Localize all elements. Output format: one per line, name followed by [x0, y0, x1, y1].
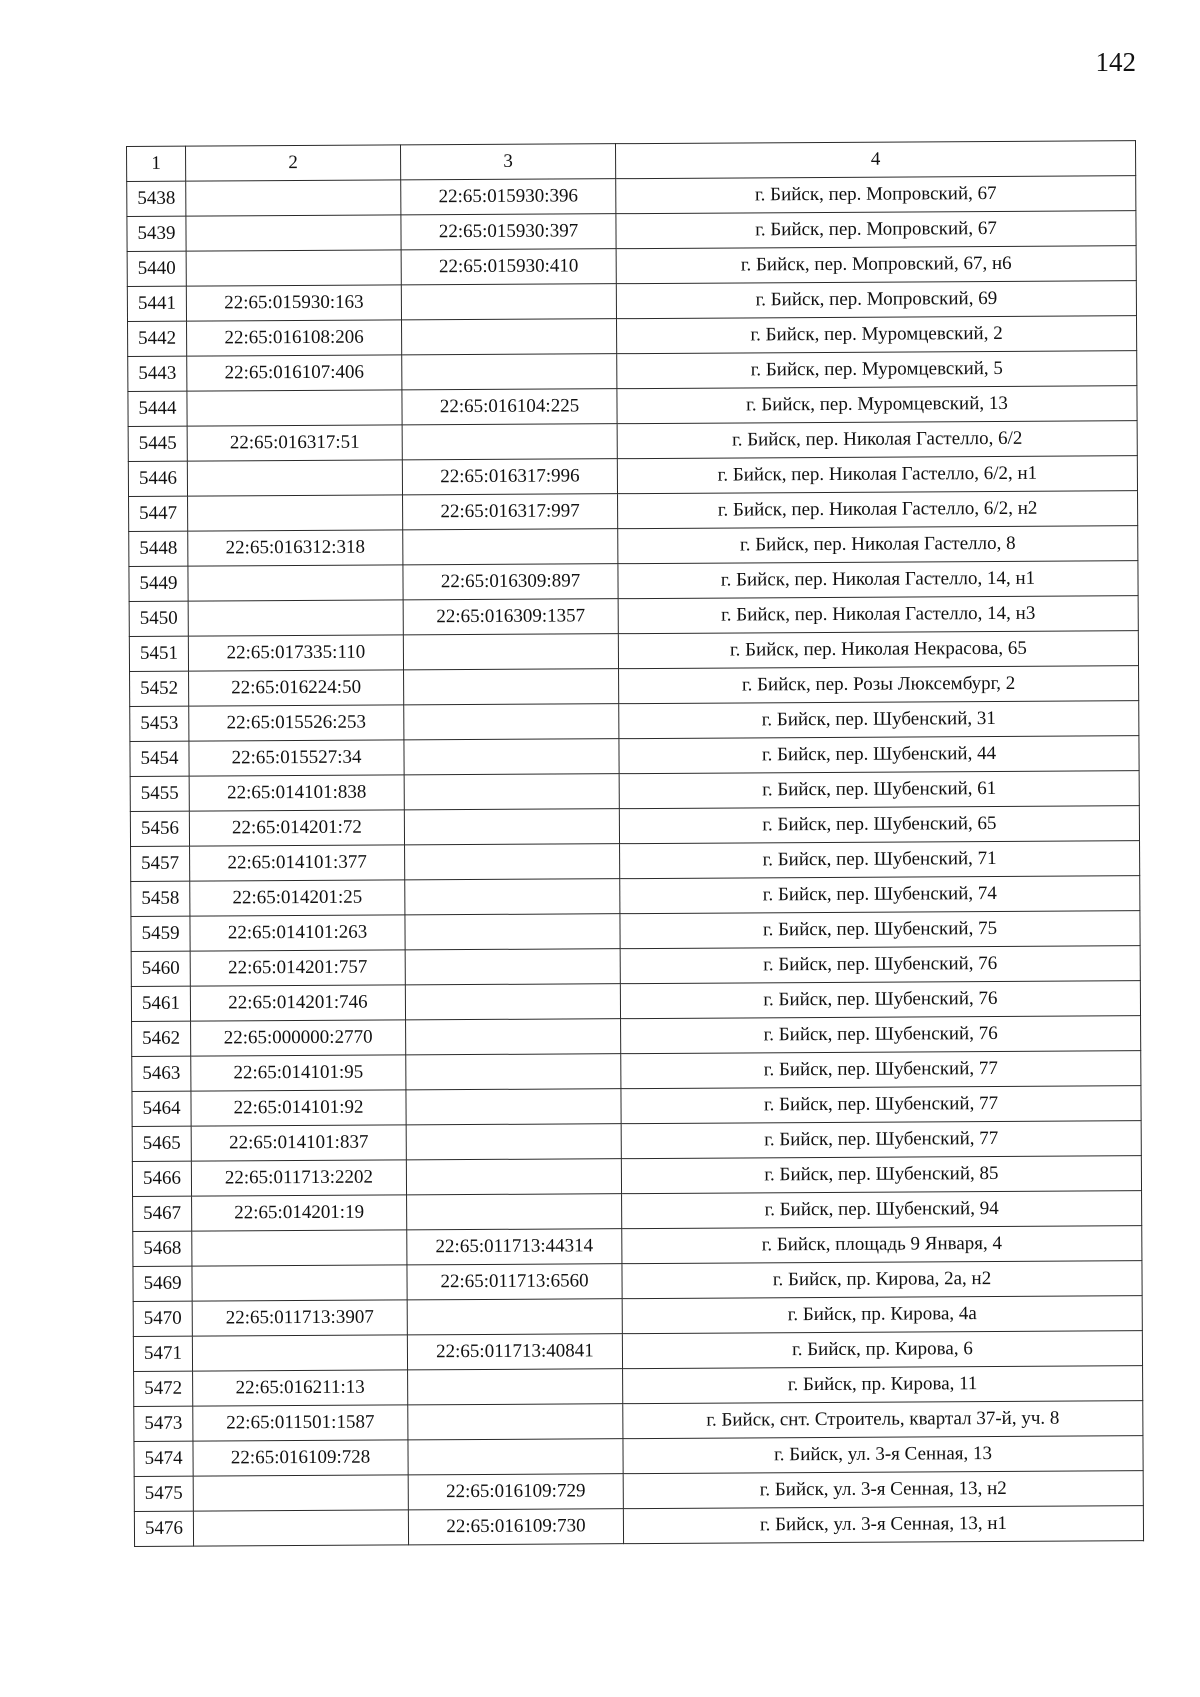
- table-row: [132, 1156, 1141, 1197]
- address-cell: г. Бийск, пер. Николая Гастелло, 14, н3: [618, 596, 1138, 634]
- table-row: [130, 666, 1139, 707]
- row-number-cell: 5442: [128, 321, 187, 356]
- row-number-cell: 5467: [133, 1196, 192, 1231]
- address-cell: г. Бийск, площадь 9 Января, 4: [622, 1226, 1142, 1264]
- premises-cadastral-number-cell: 22:65:011713:6560: [407, 1264, 622, 1300]
- cadastral-number-cell: 22:65:011713:2202: [191, 1160, 406, 1196]
- row-number-cell: 5455: [130, 776, 189, 811]
- address-cell: г. Бийск, пер. Шубенский, 61: [619, 771, 1139, 809]
- premises-cadastral-number-cell: [406, 1159, 621, 1195]
- table-row: [127, 281, 1136, 322]
- address-cell: г. Бийск, пер. Николая Некрасова, 65: [618, 631, 1138, 669]
- address-cell: г. Бийск, пер. Шубенский, 76: [620, 946, 1140, 984]
- address-cell: г. Бийск, пер. Николая Гастелло, 14, н1: [618, 561, 1138, 599]
- row-number-cell: 5457: [131, 846, 190, 881]
- premises-cadastral-number-cell: [405, 844, 620, 880]
- row-number-cell: 5445: [128, 426, 187, 461]
- row-number-cell: 5465: [132, 1126, 191, 1161]
- address-cell: г. Бийск, пер. Шубенский, 65: [619, 806, 1139, 844]
- premises-cadastral-number-cell: 22:65:016109:730: [408, 1509, 623, 1545]
- table-row: [130, 736, 1139, 777]
- table-row: [129, 561, 1138, 602]
- cadastral-number-cell: [188, 600, 403, 636]
- row-number-cell: 5463: [132, 1056, 191, 1091]
- premises-cadastral-number-cell: [406, 1019, 621, 1055]
- table-row: [128, 316, 1137, 357]
- row-number-cell: 5440: [127, 251, 186, 286]
- address-cell: г. Бийск, пер. Шубенский, 75: [620, 911, 1140, 949]
- address-cell: г. Бийск, пр. Кирова, 6: [622, 1331, 1142, 1369]
- row-number-cell: 5450: [129, 601, 188, 636]
- cadastral-number-cell: 22:65:017335:110: [188, 635, 403, 671]
- premises-cadastral-number-cell: [403, 529, 618, 565]
- column-header-2: 2: [186, 145, 401, 181]
- table-row: [134, 1366, 1143, 1407]
- column-header-3: 3: [400, 144, 615, 180]
- row-number-cell: 5476: [134, 1511, 193, 1546]
- row-number-cell: 5468: [133, 1231, 192, 1266]
- cadastral-number-cell: 22:65:014101:838: [189, 775, 404, 811]
- cadastral-number-cell: [193, 1510, 408, 1546]
- premises-cadastral-number-cell: [407, 1194, 622, 1230]
- cadastral-number-cell: 22:65:014201:25: [190, 880, 405, 916]
- address-cell: г. Бийск, пер. Шубенский, 76: [620, 981, 1140, 1019]
- cadastral-number-cell: [192, 1265, 407, 1301]
- address-cell: г. Бийск, пер. Мопровский, 69: [616, 281, 1136, 319]
- premises-cadastral-number-cell: [407, 1299, 622, 1335]
- premises-cadastral-number-cell: [402, 319, 617, 355]
- row-number-cell: 5448: [129, 531, 188, 566]
- premises-cadastral-number-cell: [406, 1124, 621, 1160]
- cadastral-number-cell: 22:65:016224:50: [189, 670, 404, 706]
- table-header-row: [127, 141, 1136, 182]
- address-cell: г. Бийск, пр. Кирова, 4а: [622, 1296, 1142, 1334]
- cadastral-number-cell: 22:65:016312:318: [188, 530, 403, 566]
- address-cell: г. Бийск, пр. Кирова, 2а, н2: [622, 1261, 1142, 1299]
- row-number-cell: 5472: [134, 1371, 193, 1406]
- cadastral-number-cell: [192, 1335, 407, 1371]
- table-row: [130, 771, 1139, 812]
- address-cell: г. Бийск, пер. Шубенский, 94: [622, 1191, 1142, 1229]
- premises-cadastral-number-cell: [405, 914, 620, 950]
- premises-cadastral-number-cell: 22:65:016317:996: [402, 459, 617, 495]
- premises-cadastral-number-cell: [406, 1089, 621, 1125]
- cadastral-number-cell: [186, 215, 401, 251]
- premises-cadastral-number-cell: [403, 634, 618, 670]
- premises-cadastral-number-cell: [404, 809, 619, 845]
- table-row: [132, 1121, 1141, 1162]
- premises-cadastral-number-cell: [404, 704, 619, 740]
- cadastral-number-cell: 22:65:011713:3907: [192, 1300, 407, 1336]
- address-cell: г. Бийск, пер. Шубенский, 71: [620, 841, 1140, 879]
- row-number-cell: 5458: [131, 881, 190, 916]
- premises-cadastral-number-cell: [405, 879, 620, 915]
- row-number-cell: 5451: [129, 636, 188, 671]
- table-row: [130, 701, 1139, 742]
- cadastral-number-cell: 22:65:016211:13: [193, 1370, 408, 1406]
- cadastral-number-cell: 22:65:016109:728: [193, 1440, 408, 1476]
- address-cell: г. Бийск, ул. 3-я Сенная, 13, н1: [623, 1506, 1143, 1544]
- premises-cadastral-number-cell: 22:65:016317:997: [403, 494, 618, 530]
- row-number-cell: 5441: [127, 286, 186, 321]
- premises-cadastral-number-cell: [408, 1439, 623, 1475]
- table-body: [127, 176, 1144, 1547]
- premises-cadastral-number-cell: 22:65:016104:225: [402, 389, 617, 425]
- table-row: [133, 1261, 1142, 1302]
- row-number-cell: 5475: [134, 1476, 193, 1511]
- table-row: [131, 981, 1140, 1022]
- cadastral-number-cell: 22:65:014101:377: [190, 845, 405, 881]
- table-row: [134, 1401, 1143, 1442]
- cadastral-number-cell: [187, 390, 402, 426]
- table-row: [129, 631, 1138, 672]
- row-number-cell: 5447: [129, 496, 188, 531]
- column-header-4: 4: [615, 141, 1135, 179]
- premises-cadastral-number-cell: 22:65:015930:396: [401, 179, 616, 215]
- row-number-cell: 5443: [128, 356, 187, 391]
- row-number-cell: 5464: [132, 1091, 191, 1126]
- premises-cadastral-number-cell: [402, 424, 617, 460]
- table-row: [127, 176, 1136, 217]
- table-row: [131, 876, 1140, 917]
- row-number-cell: 5444: [128, 391, 187, 426]
- row-number-cell: 5449: [129, 566, 188, 601]
- table-row: [129, 491, 1138, 532]
- cadastral-number-cell: 22:65:014201:72: [189, 810, 404, 846]
- address-cell: г. Бийск, пер. Шубенский, 77: [621, 1051, 1141, 1089]
- table-row: [131, 946, 1140, 987]
- premises-cadastral-number-cell: [405, 984, 620, 1020]
- cadastral-number-cell: 22:65:016317:51: [187, 425, 402, 461]
- address-cell: г. Бийск, пер. Николая Гастелло, 6/2, н2: [618, 491, 1138, 529]
- table-row: [128, 421, 1137, 462]
- table-row: [133, 1191, 1142, 1232]
- row-number-cell: 5466: [132, 1161, 191, 1196]
- table-row: [132, 1086, 1141, 1127]
- table-row: [132, 1016, 1141, 1057]
- premises-cadastral-number-cell: [401, 284, 616, 320]
- cadastral-number-cell: 22:65:015930:163: [186, 285, 401, 321]
- address-cell: г. Бийск, пер. Шубенский, 77: [621, 1121, 1141, 1159]
- premises-cadastral-number-cell: 22:65:016109:729: [408, 1474, 623, 1510]
- address-cell: г. Бийск, пер. Шубенский, 85: [621, 1156, 1141, 1194]
- address-cell: г. Бийск, пер. Николая Гастелло, 6/2, н1: [617, 456, 1137, 494]
- address-cell: г. Бийск, пр. Кирова, 11: [623, 1366, 1143, 1404]
- table-row: [131, 841, 1140, 882]
- row-number-cell: 5456: [130, 811, 189, 846]
- page-number: 142: [1095, 47, 1136, 77]
- table-row: [127, 211, 1136, 252]
- cadastral-number-cell: 22:65:014201:746: [190, 985, 405, 1021]
- cadastral-number-cell: 22:65:014101:95: [191, 1055, 406, 1091]
- cadastral-number-cell: 22:65:014101:837: [191, 1125, 406, 1161]
- address-cell: г. Бийск, пер. Николая Гастелло, 8: [618, 526, 1138, 564]
- cadastral-number-cell: [192, 1230, 407, 1266]
- address-cell: г. Бийск, пер. Шубенский, 77: [621, 1086, 1141, 1124]
- premises-cadastral-number-cell: [405, 949, 620, 985]
- address-cell: г. Бийск, ул. 3-я Сенная, 13: [623, 1436, 1143, 1474]
- premises-cadastral-number-cell: [404, 739, 619, 775]
- cadastral-number-cell: [187, 460, 402, 496]
- table-row: [134, 1506, 1143, 1547]
- premises-cadastral-number-cell: 22:65:011713:40841: [407, 1334, 622, 1370]
- premises-cadastral-number-cell: [402, 354, 617, 390]
- address-cell: г. Бийск, пер. Николая Гастелло, 6/2: [617, 421, 1137, 459]
- premises-cadastral-number-cell: [408, 1369, 623, 1405]
- cadastral-number-cell: [188, 565, 403, 601]
- cadastral-number-cell: [193, 1475, 408, 1511]
- address-cell: г. Бийск, пер. Шубенский, 31: [619, 701, 1139, 739]
- address-cell: г. Бийск, пер. Шубенский, 74: [620, 876, 1140, 914]
- cadastral-number-cell: [188, 495, 403, 531]
- row-number-cell: 5439: [127, 216, 186, 251]
- premises-cadastral-number-cell: [404, 774, 619, 810]
- column-header-1: 1: [127, 146, 186, 181]
- address-cell: г. Бийск, пер. Розы Люксембург, 2: [619, 666, 1139, 704]
- table-row: [128, 456, 1137, 497]
- table-row: [128, 351, 1137, 392]
- cadastral-number-cell: [186, 180, 401, 216]
- address-cell: г. Бийск, пер. Муромцевский, 2: [617, 316, 1137, 354]
- row-number-cell: 5469: [133, 1266, 192, 1301]
- premises-cadastral-number-cell: [406, 1054, 621, 1090]
- row-number-cell: 5446: [128, 461, 187, 496]
- cadastral-number-cell: 22:65:016107:406: [187, 355, 402, 391]
- address-cell: г. Бийск, пер. Муромцевский, 13: [617, 386, 1137, 424]
- cadastral-number-cell: 22:65:015527:34: [189, 740, 404, 776]
- row-number-cell: 5474: [134, 1441, 193, 1476]
- premises-cadastral-number-cell: 22:65:016309:1357: [403, 599, 618, 635]
- table-row: [134, 1436, 1143, 1477]
- row-number-cell: 5438: [127, 181, 186, 216]
- row-number-cell: 5471: [133, 1336, 192, 1371]
- address-cell: г. Бийск, пер. Муромцевский, 5: [617, 351, 1137, 389]
- cadastral-number-cell: 22:65:000000:2770: [191, 1020, 406, 1056]
- cadastral-number-cell: 22:65:015526:253: [189, 705, 404, 741]
- table-row: [132, 1051, 1141, 1092]
- address-cell: г. Бийск, пер. Мопровский, 67: [616, 176, 1136, 214]
- premises-cadastral-number-cell: 22:65:016309:897: [403, 564, 618, 600]
- table-row: [131, 911, 1140, 952]
- register-table: [126, 140, 1144, 1547]
- row-number-cell: 5473: [134, 1406, 193, 1441]
- cadastral-number-cell: 22:65:011501:1587: [193, 1405, 408, 1441]
- row-number-cell: 5454: [130, 741, 189, 776]
- address-cell: г. Бийск, пер. Шубенский, 44: [619, 736, 1139, 774]
- cadastral-number-cell: 22:65:014101:263: [190, 915, 405, 951]
- address-cell: г. Бийск, пер. Мопровский, 67, н6: [616, 246, 1136, 284]
- cadastral-number-cell: [186, 250, 401, 286]
- cadastral-number-cell: 22:65:014201:19: [192, 1195, 407, 1231]
- table-row: [127, 246, 1136, 287]
- table-row: [128, 386, 1137, 427]
- premises-cadastral-number-cell: [408, 1404, 623, 1440]
- table-row: [133, 1296, 1142, 1337]
- premises-cadastral-number-cell: 22:65:015930:410: [401, 249, 616, 285]
- address-cell: г. Бийск, пер. Шубенский, 76: [621, 1016, 1141, 1054]
- row-number-cell: 5453: [130, 706, 189, 741]
- table-row: [133, 1331, 1142, 1372]
- table-row: [130, 806, 1139, 847]
- row-number-cell: 5461: [131, 986, 190, 1021]
- address-cell: г. Бийск, снт. Строитель, квартал 37-й, уч. 8: [623, 1401, 1143, 1439]
- table-row: [129, 526, 1138, 567]
- address-cell: г. Бийск, ул. 3-я Сенная, 13, н2: [623, 1471, 1143, 1509]
- table-row: [134, 1471, 1143, 1512]
- table-row: [133, 1226, 1142, 1267]
- premises-cadastral-number-cell: [404, 669, 619, 705]
- cadastral-number-cell: 22:65:016108:206: [187, 320, 402, 356]
- premises-cadastral-number-cell: 22:65:011713:44314: [407, 1229, 622, 1265]
- premises-cadastral-number-cell: 22:65:015930:397: [401, 214, 616, 250]
- row-number-cell: 5452: [130, 671, 189, 706]
- row-number-cell: 5459: [131, 916, 190, 951]
- row-number-cell: 5462: [132, 1021, 191, 1056]
- cadastral-number-cell: 22:65:014201:757: [190, 950, 405, 986]
- row-number-cell: 5460: [131, 951, 190, 986]
- address-cell: г. Бийск, пер. Мопровский, 67: [616, 211, 1136, 249]
- row-number-cell: 5470: [133, 1301, 192, 1336]
- cadastral-number-cell: 22:65:014101:92: [191, 1090, 406, 1126]
- table-row: [129, 596, 1138, 637]
